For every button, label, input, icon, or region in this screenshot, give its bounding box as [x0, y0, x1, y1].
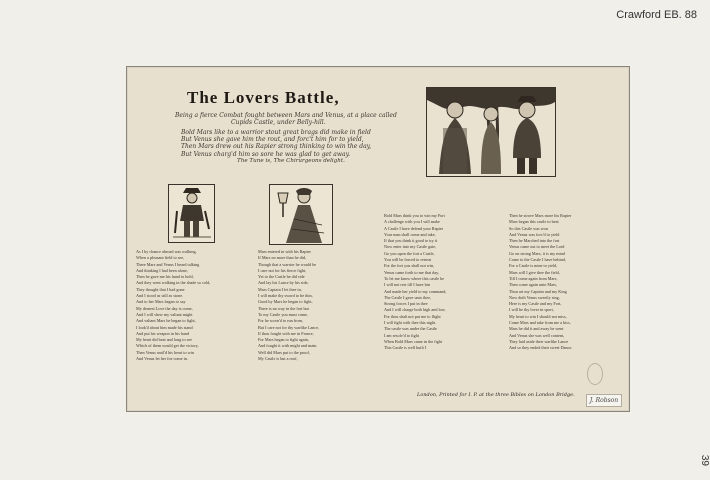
subtitle-line: Cupids Castle, under Belly-hill. [231, 119, 326, 127]
argument-verse [181, 129, 371, 158]
ballad-title: The Lovers Battle, [187, 88, 340, 107]
tune-line: The Tune is, The Chirurgeons delight. [237, 158, 345, 164]
woodcut-three-figures [426, 87, 556, 177]
verse-column-4: Then he strove Mars more his Rapier Mars began this castle to beat So this Castle was won And Venus was forc'd to yield Then he Marched into the fort Venus came out to meet the Lord Go on strong Mars, it is my mind Come to the Castle I have behind, For a Castle is mine to yield, Mars will I give thee the field, Till I come again from Mars, Then come again unto Mars, Thou art my Captain and my King Now doth Venus sweetly sing, Here is my Castle and my Fort, I will be thy lover in sport, My heart to win I should not miss, Come Mars and take from me a kiss, Mars he did it and away he went And Venus she was well content, They laid aside their warlike Lance And so they ended their sweet Dance. [509, 213, 573, 351]
subtitle-line: Being a fierce Combat fought between Mars and Venus, at a place called [175, 112, 397, 119]
woodcut-woman [269, 184, 333, 245]
verse-line: Then Mars drew out his Rapier strong thinking to win the day, [181, 143, 372, 151]
verse-line: Bold Mars like to a warrior stout great brags did make in field [181, 129, 371, 136]
verse-column-2: Mars entered in with his Rapier If Mars no more than he did, Though that a warrior he would be I care not for his fierce fight, Yet to the Castle he did ride And lay his Lance by his side, Mars Captain I let thee in, I will make thy sword to be thin, Good by Mars he began to fight, There is no way in the fort but To my Castle you must come, For he scorn'd to run from, But I care not for thy warlike Lance, If thou fought with me in France, For Mars began to fight again, And fought it with might and main. Well did Mars put to the proof, My Castle is but a roof, [258, 249, 320, 362]
woodcut-man [168, 184, 215, 243]
imprint-line: London, Printed for I. P. at the three Bibles on London Bridge. [417, 392, 575, 398]
verse-line: But Venus she gave him the rout, and forc't him for to yield, [181, 136, 364, 144]
page-number: 39 [699, 454, 710, 466]
woodcut-image [427, 88, 555, 176]
shelfmark-annotation: Crawford EB. 88 [616, 9, 697, 21]
library-label: J. Robson [586, 394, 622, 407]
verse-column-3: Bold Mars think you to win my Fort A challenge with you I will make A Castle I have defend your Rapier Your man shall come and take, If that you think it good to try it Now enter into my Castle gate, Go you upon the fort a Castle, You will be forced to retreat For the fort you shall not win, Venus came forth to me that day, To let me know where this castle be I will not rest till I have bin And made her yield to my command, The Castle I gave unto thee, Strong forces I put in thee And I will charge both high and low, For thou shalt not put me to flight I will fight with thee this night. The castle was under the Castle I am resolv'd to fight When Bold Mars came in the fight This Castle is well built I [384, 213, 447, 351]
woodcut-image [270, 185, 332, 244]
ballad-subtitle [175, 112, 397, 126]
verse-line: But Venus charg'd him so sore he was glad to get away. [181, 150, 351, 158]
broadside-sheet [126, 66, 630, 412]
woodcut-image [169, 185, 214, 242]
verse-column-1: As I by chance abroad was walking, When a pleasant field to see, There Mars and Venus I heard talking And thinking I had been alone, Then he gave me his hand to hold, And they went walking in the shade so cold, They thought that I had gone And I stood as still as stone. And to her Mars began to say My dearest Love the day is come, And I will shew my valiant might And valiant Mars he began to fight, I look'd about him made his stand And put his weapon in his hand My heart did beat and long to see Which of them would get the victory, Then Venus smil'd his heart to win And Venus let her foe come in. [136, 249, 211, 362]
library-stamp [587, 363, 603, 385]
